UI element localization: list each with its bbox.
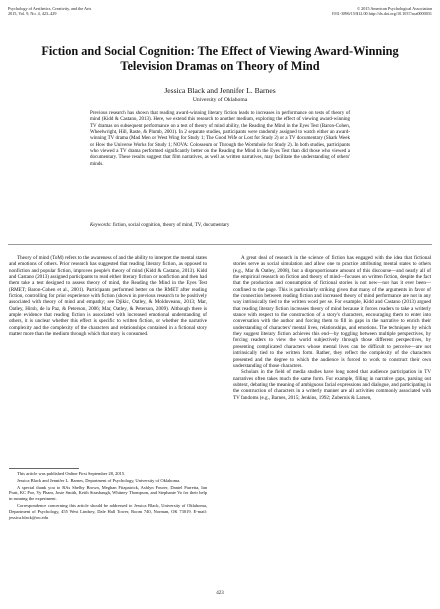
article-authors: Jessica Black and Jennifer L. Barnes (164, 86, 276, 95)
journal-header-right (212, 6, 432, 17)
copyright-line: © 2015 American Psychological Association (356, 6, 432, 11)
page-number: 423 (216, 591, 224, 596)
body-column-right (233, 255, 431, 401)
keywords-label: Keywords: (90, 223, 112, 228)
footnote: A special thank you to RAs Shelby Brown, Meghan Fitzpatrick, Ashlyn Fourer, Daniel Parretta, Ian Pratt, KC Poe, Vy Pham, Josie Smith, Keith Strasbaugh, Whitney Thompson, and Stephanie Vo for their help in running the experiment. (9, 484, 207, 502)
footnote: Correspondence concerning this article should be addressed to Jessica Black, University of Oklahoma, Department of Psychology, 455 West Lindsey, Dale Hall Tower, Room 740, Norman, OK 73019. E-mail: jessica.black@ou.edu (9, 502, 207, 520)
footnote: This article was published Online First September 28, 2015. (17, 471, 126, 476)
article-title: Fiction and Social Cognition: The Effect of Viewing Award-Winning Television Dramas on Theory of Mind (41, 44, 399, 73)
doi-line: 1931-3896/15/$12.00 http://dx.doi.org/10.1037/aca0000031 (331, 11, 432, 17)
author-affiliation: University of Oklahoma (192, 97, 248, 103)
abstract: Previous research has shown that reading award-winning literary fiction leads to increases in performance on tests of theory of mind (Kidd & Castano, 2013). Here, we extend this research to another medium, exploring the effect of viewing award-winning TV dramas on subsequent performance on a test of theory of mind ability, the Reading the Mind in the Eyes Test (Baron-Cohen, Wheelwright, Hill, Raste, & Plumb, 2001). In 2 separate studies, participants were randomly assigned to watch either an award-winning TV drama (Mad Men or West Wing for Study 1; The Good Wife or Lost for Study 2) or a TV documentary (Shark Week or How the Universe Works for Study 1; NOVA: Colosseum or Through the Wormhole for Study 2). In both studies, participants who viewed a TV drama performed significantly better on the Reading the Mind in the Eyes Test than did those who viewed a documentary. These results suggest that film narratives, as well as written narratives, may facilitate the understanding of others' minds. (90, 111, 350, 167)
body-paragraph: Theory of mind (ToM) refers to the awareness of and the ability to interpret the mental states and emotions of others. Prior research has suggested that reading literary fiction, as opposed to nonfiction and popular fiction, improves people's theory of mind (Kidd & Castano, 2013). Kidd and Castano (2013) assigned participants to read either literary fiction or nonfiction and then had them take a test designed to assess theory of mind, the Reading the Mind in the Eyes Test (RMET; Baron-Cohen et al., 2001). Participants performed better on the RMET after reading fiction, controlling for prior experience with fiction (shown in previous research to be positively associated with theory of mind and empathy; see Djikic, Oatley, & Moldoveanu, 2013; Mar, Oatley, Hirsh, de la Paz, & Peterson, 2006; Mar, Oatley, & Peterson, 2009). Although there is ample evidence that reading fiction is associated with increased emotional understanding of others, it is unclear whether this effect is specific to written fiction, or whether the narrative complexity and the complexity of the characters and relationships contained in a fictional story matter more than the medium through which that story is consumed. (9, 255, 207, 338)
body-column-left (9, 255, 207, 337)
keywords (90, 223, 350, 229)
footnotes (9, 471, 207, 521)
keywords-text: fiction, social cognition, theory of mind, TV, documentary (112, 223, 230, 228)
body-paragraph: A great deal of research in the science of fiction has engaged with the idea that fictional stories serve as social simulation and allow one to practice attributing mental states to others (e.g., Mar & Oatley, 2008), but a disproportionate amount of this discourse—and nearly all of the empirical research on fiction and theory of mind—focuses on written fiction, despite the fact that the production and consumption of fictional stories is not new—nor has it ever been—confined to the page. This is particularly striking given that many of the arguments in favor of the connection between reading fiction and increased theory of mind performance are not in any way intrinsically tied to the written word per se. For example, Kidd and Castano (2013) argued that reading literary fiction increases theory of mind because it forces readers to take a writerly stance with respect to the construction of a story's characters, encouraging them to enter into conversation with the author and forcing them to fill in gaps in the narrative to enrich their understanding of characters' mental lives, relationships, and emotions. The techniques by which they suggest literary fiction achieves this end—by toggling between multiple perspectives, by forcing readers to view the world subjectively through those different perspectives, by presenting complicated characters whose mental lives can be difficult to perceive—are not intrinsically tied to the written form. Rather, they reflect the complexity of the characters presented and the degree to which the audience is forced to work to construct their own understanding of those characters. (233, 255, 431, 369)
journal-header-left (8, 6, 208, 17)
journal-name: Psychology of Aesthetics, Creativity, and the Arts (8, 6, 92, 11)
footnote-divider (9, 468, 79, 469)
journal-volume: 2015, Vol. 9, No. 4, 423–429 (8, 11, 57, 17)
section-divider (8, 244, 432, 245)
footnote: Jessica Black and Jennifer L. Barnes, Department of Psychology, University of Oklahoma. (17, 477, 181, 483)
body-paragraph: Scholars in the field of media studies have long noted that audience participation in TV narratives often takes much the same form. For example, filling in narrative gaps, parsing out subtext, debating the meaning of ambiguous facial expressions and dialogue, and participating in the construction of characters in a writerly manner are all activities commonly associated with TV fandoms (e.g., Barnes, 2015; Jenkins, 1992; Zubernis & Larsen, (233, 369, 431, 401)
